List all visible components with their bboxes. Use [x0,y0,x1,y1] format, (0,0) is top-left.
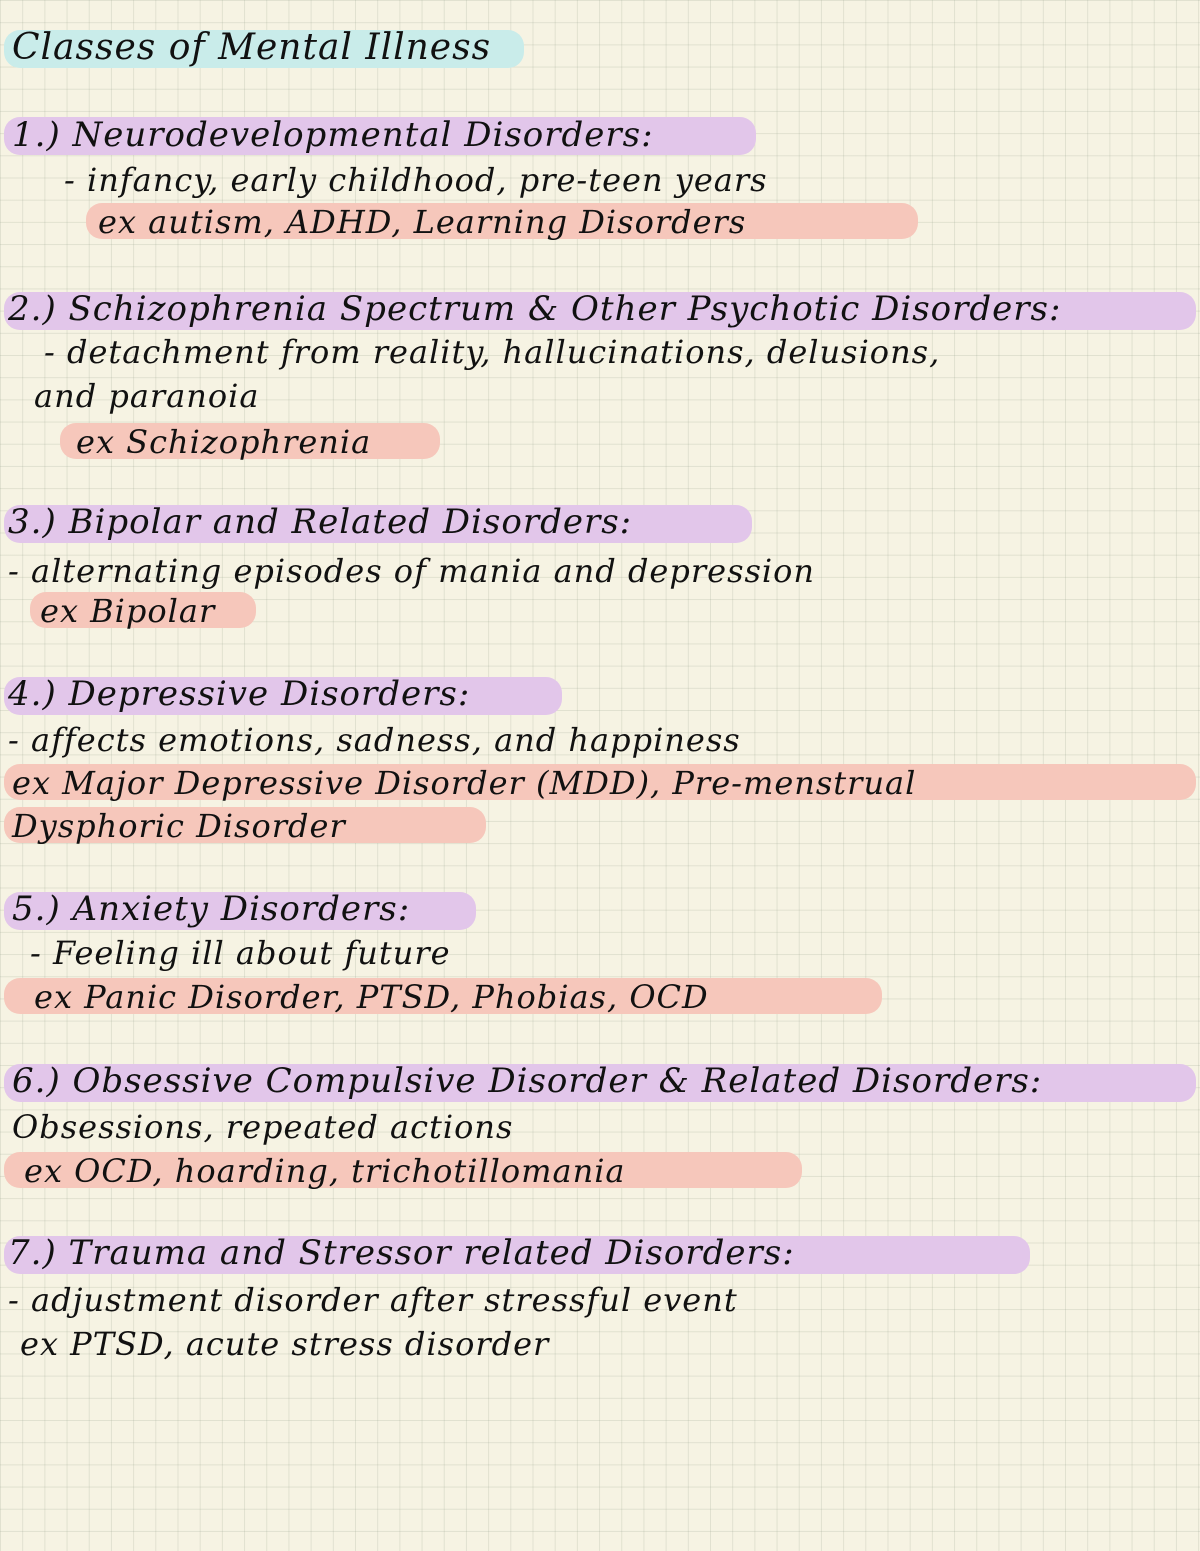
section-line-6-1: Obsessions, repeated actions [12,1108,514,1146]
section-heading-7: 7.) Trauma and Stressor related Disorders: [8,1233,795,1273]
section-example-cont-4: Dysphoric Disorder [12,807,346,845]
section-example-7: ex PTSD, acute stress disorder [20,1325,550,1363]
section-example-4: ex Major Depressive Disorder (MDD), Pre-menstrual [12,764,917,802]
section-line-2-1: - detachment from reality, hallucinations, delusions, [44,333,941,371]
section-heading-6: 6.) Obsessive Compulsive Disorder & Related Disorders: [12,1061,1043,1101]
page-title: Classes of Mental Illness [12,27,492,68]
section-heading-4: 4.) Depressive Disorders: [8,674,471,714]
section-example-5: ex Panic Disorder, PTSD, Phobias, OCD [34,978,709,1016]
section-example-6: ex OCD, hoarding, trichotillomania [24,1152,626,1190]
section-line-5-1: - Feeling ill about future [30,934,451,972]
section-example-1: ex autism, ADHD, Learning Disorders [98,203,747,241]
section-line-3-1: - alternating episodes of mania and depression [8,552,816,590]
section-example-2: ex Schizophrenia [76,423,372,461]
section-example-3: ex Bipolar [40,592,216,630]
section-heading-5: 5.) Anxiety Disorders: [12,889,411,929]
section-heading-3: 3.) Bipolar and Related Disorders: [8,502,633,542]
section-line-1-1: - infancy, early childhood, pre-teen years [64,161,768,199]
section-line-7-1: - adjustment disorder after stressful event [8,1281,738,1319]
section-line-4-1: - affects emotions, sadness, and happiness [8,721,741,759]
section-line-2-2: and paranoia [34,377,260,415]
section-heading-2: 2.) Schizophrenia Spectrum & Other Psychotic Disorders: [8,289,1062,329]
section-heading-1: 1.) Neurodevelopmental Disorders: [12,115,654,155]
